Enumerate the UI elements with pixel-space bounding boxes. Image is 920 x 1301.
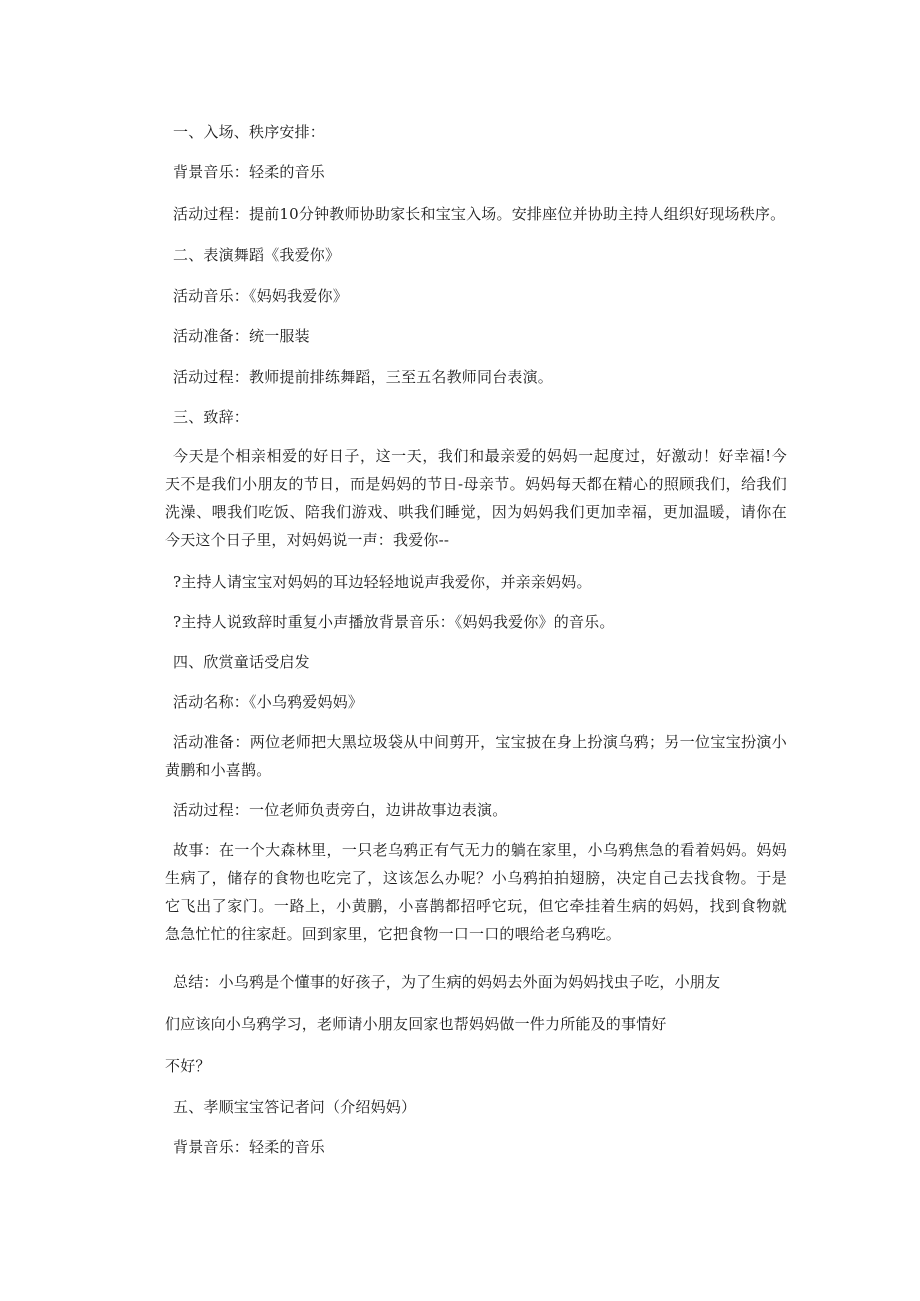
text-line: 活动准备：统一服装 — [173, 327, 310, 345]
section-heading-2: 二、表演舞蹈《我爱你》 — [173, 246, 341, 264]
text-line: 们应该向小乌鸦学习，老师请小朋友回家也帮妈妈做一件力所能及的事情好 — [165, 1015, 667, 1033]
text-line: 活动音乐：《妈妈我爱你》 — [173, 287, 348, 305]
section-heading-4: 四、欣赏童话受启发 — [173, 653, 310, 671]
preparation-paragraph: 活动准备：两位老师把大黑垃圾袋从中间剪开，宝宝披在身上扮演乌鸦；另一位宝宝扮演小黄鹏和小喜鹊。 — [165, 733, 787, 779]
text-line: 背景音乐：轻柔的音乐 — [173, 1138, 326, 1156]
speech-paragraph: 今天是个相亲相爱的好日子，这一天，我们和最亲爱的妈妈一起度过，好激动！好幸福!今天不是我们小朋友的节日，而是妈妈的节日-母亲节。妈妈每天都在精心的照顾我们，给我们洗澡、喂我们吃饭、陪我们游戏、哄我们睡觉，因为妈妈我们更加幸福，更加温暖，请你在今天这个日子里，对妈妈说一声：我爱你-- — [165, 447, 787, 549]
text-line: ?主持人说致辞时重复小声播放背景音乐：《妈妈我爱你》的音乐。 — [173, 613, 615, 631]
section-heading-5: 五、孝顺宝宝答记者问（介绍妈妈） — [173, 1098, 417, 1116]
text-line: 活动过程：教师提前排练舞蹈，三至五名教师同台表演。 — [173, 368, 554, 386]
text-line: 不好？ — [165, 1057, 211, 1075]
text-line: 活动过程：提前10分钟教师协助家长和宝宝入场。安排座位并协助主持人组织好现场秩序。 — [173, 205, 786, 223]
text-line: 活动过程：一位老师负责旁白，边讲故事边表演。 — [173, 801, 508, 819]
story-paragraph: 故事：在一个大森林里，一只老乌鸦正有气无力的躺在家里，小乌鸦焦急的看着妈妈。妈妈生病了，储存的食物也吃完了，这该怎么办呢？小乌鸦拍拍翅膀，决定自己去找食物。于是它飞出了家门。一路上，小黄鹏，小喜鹊都招呼它玩，但它牵挂着生病的妈妈，找到食物就急急忙忙的往家赶。回到家里，它把食物一口一口的喂给老乌鸦吃。 — [165, 841, 787, 943]
text-line: 活动名称：《小乌鸦爱妈妈》 — [173, 693, 364, 711]
section-heading-1: 一、入场、秩序安排： — [173, 123, 326, 141]
text-line: 总结：小乌鸦是个懂事的好孩子，为了生病的妈妈去外面为妈妈找虫子吃，小朋友 — [173, 973, 721, 991]
text-line: ?主持人请宝宝对妈妈的耳边轻轻地说声我爱你，并亲亲妈妈。 — [173, 573, 592, 591]
text-line: 背景音乐：轻柔的音乐 — [173, 163, 326, 181]
section-heading-3: 三、致辞： — [173, 408, 250, 426]
